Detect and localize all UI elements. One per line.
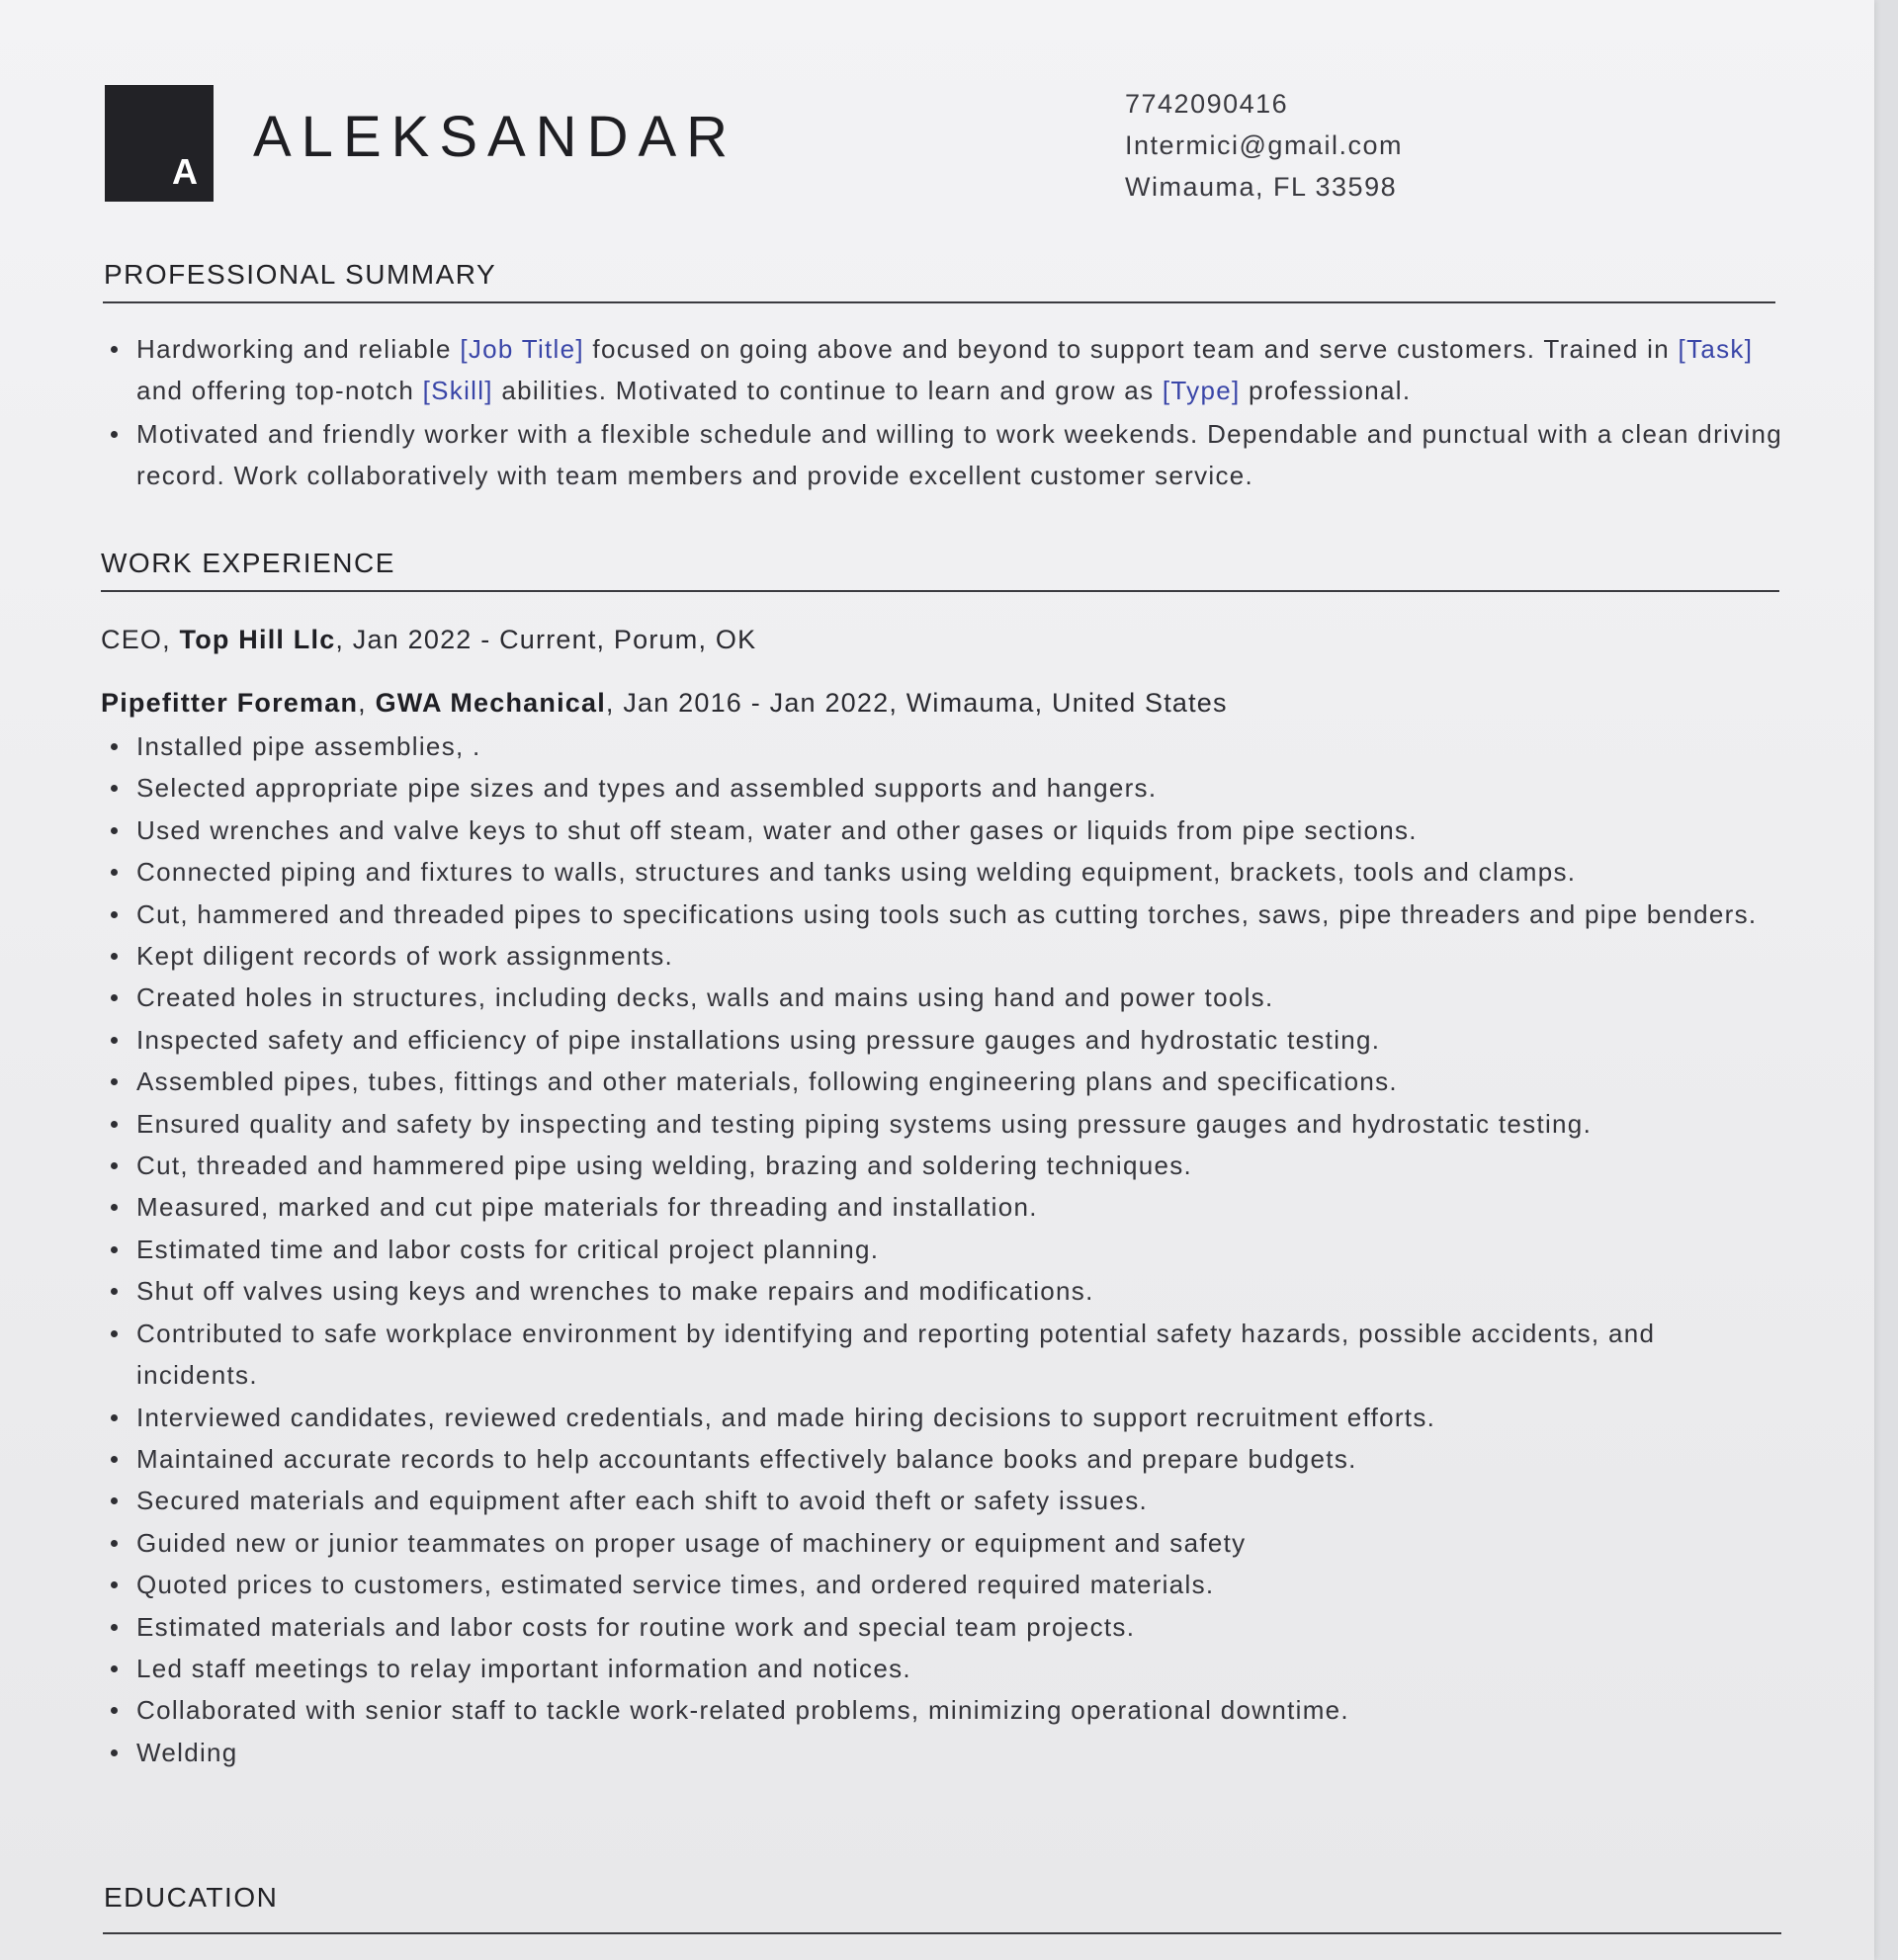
placeholder-task: [Task]	[1678, 334, 1754, 364]
duty-item: Assembled pipes, tubes, fittings and other materials, following engineering plans and specifications.	[103, 1061, 1764, 1102]
duty-item: Ensured quality and safety by inspecting and testing piping systems using pressure gauges and hydrostatic testing.	[103, 1103, 1764, 1145]
duty-item: Maintained accurate records to help accountants effectively balance books and prepare budgets.	[103, 1438, 1764, 1480]
experience-heading: WORK EXPERIENCE	[101, 548, 395, 578]
duty-item: Estimated materials and labor costs for routine work and special team projects.	[103, 1606, 1764, 1648]
candidate-name: ALEKSANDAR	[253, 105, 738, 169]
duty-item: Quoted prices to customers, estimated service times, and ordered required materials.	[103, 1564, 1764, 1605]
placeholder-type: [Type]	[1162, 376, 1241, 405]
duty-item: Connected piping and fixtures to walls, structures and tanks using welding equipment, brackets, tools and clamps.	[103, 851, 1764, 893]
contact-block	[1125, 83, 1403, 208]
summary-heading: PROFESSIONAL SUMMARY	[104, 259, 497, 290]
duty-item: Used wrenches and valve keys to shut off steam, water and other gases or liquids from pipe sections.	[103, 810, 1764, 851]
phone-number: 7742090416	[1125, 89, 1289, 119]
job-duties-list	[103, 725, 1764, 1773]
duty-item: Secured materials and equipment after each shift to avoid theft or safety issues.	[103, 1480, 1764, 1521]
company-name: Top Hill Llc	[179, 625, 336, 654]
duty-item: Interviewed candidates, reviewed credentials, and made hiring decisions to support recruitment efforts.	[103, 1397, 1764, 1438]
duty-item: Led staff meetings to relay important information and notices.	[103, 1648, 1764, 1689]
duty-item: Cut, threaded and hammered pipe using welding, brazing and soldering techniques.	[103, 1145, 1764, 1186]
education-divider	[103, 1932, 1781, 1934]
address: Wimauma, FL 33598	[1125, 172, 1398, 202]
duty-item: Cut, hammered and threaded pipes to specifications using tools such as cutting torches, saws, pipe threaders and pipe benders.	[103, 894, 1764, 935]
monogram-logo	[105, 85, 214, 202]
summary-item: Hardworking and reliable [Job Title] focused on going above and beyond to support team and serve customers. Trained in [Task] and offering top-notch [Skill] abilities. Motivated to continue to learn and grow as [Type] professional.	[103, 328, 1783, 411]
education-heading: EDUCATION	[104, 1882, 279, 1913]
duty-item: Measured, marked and cut pipe materials for threading and installation.	[103, 1186, 1764, 1228]
duty-item: Selected appropriate pipe sizes and types and assembled supports and hangers.	[103, 767, 1764, 809]
job-title: CEO	[101, 625, 163, 654]
duty-item: Contributed to safe workplace environment by identifying and reporting potential safety hazards, possible accidents, and incidents.	[103, 1313, 1764, 1397]
duty-item: Inspected safety and efficiency of pipe installations using pressure gauges and hydrostatic testing.	[103, 1019, 1764, 1061]
duty-item: Welding	[103, 1732, 1764, 1773]
duty-item: Collaborated with senior staff to tackle work-related problems, minimizing operational downtime.	[103, 1689, 1764, 1731]
job-dates-location: , Jan 2016 - Jan 2022, Wimauma, United States	[605, 688, 1228, 718]
job-entry-ceo: CEO, Top Hill Llc, Jan 2022 - Current, Porum, OK	[101, 625, 757, 654]
job-entry-pipefitter: Pipefitter Foreman, GWA Mechanical, Jan 2016 - Jan 2022, Wimauma, United States	[101, 688, 1228, 718]
duty-item: Estimated time and labor costs for critical project planning.	[103, 1229, 1764, 1270]
placeholder-skill: [Skill]	[422, 376, 493, 405]
duty-item: Created holes in structures, including decks, walls and mains using hand and power tools.	[103, 977, 1764, 1018]
company-name: GWA Mechanical	[375, 688, 606, 718]
duty-item: Shut off valves using keys and wrenches to make repairs and modifications.	[103, 1270, 1764, 1312]
duty-item: Guided new or junior teammates on proper usage of machinery or equipment and safety	[103, 1522, 1764, 1564]
email-address: Intermici@gmail.com	[1125, 130, 1403, 160]
placeholder-job-title: [Job Title]	[460, 334, 584, 364]
monogram-letter: A	[172, 151, 198, 192]
duty-item: Kept diligent records of work assignments.	[103, 935, 1764, 977]
summary-divider	[103, 301, 1775, 303]
job-dates-location: , Jan 2022 - Current, Porum, OK	[335, 625, 757, 654]
job-title: Pipefitter Foreman	[101, 688, 359, 718]
experience-divider	[101, 590, 1779, 592]
summary-list	[103, 328, 1783, 498]
duty-item: Installed pipe assemblies, .	[103, 725, 1764, 767]
summary-item: Motivated and friendly worker with a flexible schedule and willing to work weekends. Dependable and punctual with a clean driving record. Work collaboratively with team members and provide excellent customer service.	[103, 413, 1783, 496]
